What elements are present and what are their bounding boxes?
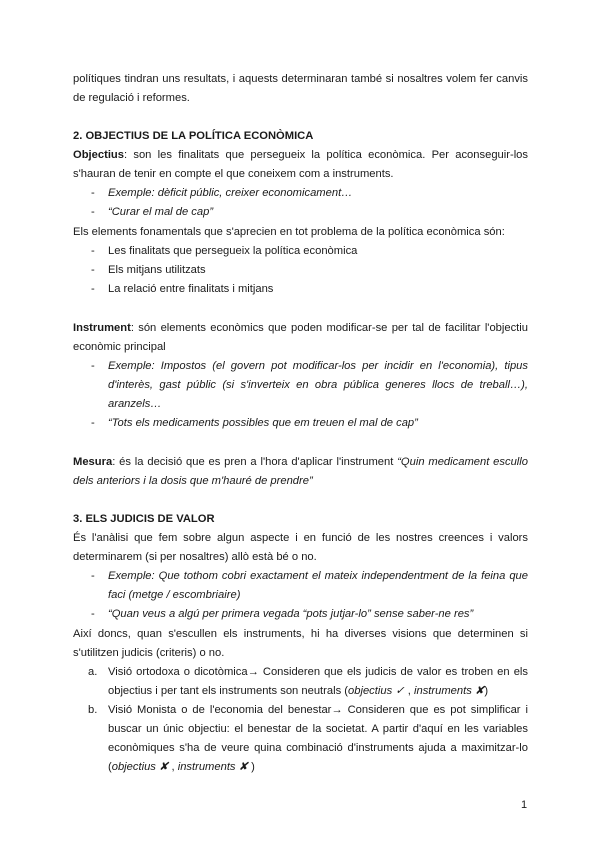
objectius-tag: objectius ✓ [348,685,405,697]
mesura-paragraph [73,453,528,491]
list-marker: b. [88,704,98,716]
section-2-heading: 2. OBJECTIUS DE LA POLÍTICA ECONÒMICA [73,130,314,142]
list-item: b. Visió Monista o de l'economia del benestar→ Consideren que es pot simplificar i buscar un únic objectiu: el benestar de la societat. A partir d'aquí en les variables econòmiques s'ha de veure quina combinació d'instruments ajuda a maximitzar-lo (objectius ✘ , instruments ✘ ) [73,701,528,777]
objectius-term: Objectius [73,149,124,161]
mesura-definition: : és la decisió que es pren a l'hora d'aplicar l'instrument [112,456,398,468]
list-item: - Exemple: Impostos (el govern pot modificar-los per incidir en l'economia), tipus d'interès, gast públic (si s'inverteix en obra pública generes llocs de treball…), aranzels… [73,357,528,414]
dash-marker: - [91,283,95,295]
list-item: - Exemple: Que tothom cobri exactament el mateix independentment de la feina que faci (metge / escombriaire) [73,567,528,605]
instrument-term: Instrument [73,322,131,334]
list-item: - “Curar el mal de cap” [73,203,528,222]
dash-marker: - [91,570,95,582]
visions-list [73,663,528,777]
judicis-examples [73,567,528,624]
instrument-definition: : són elements econòmics que poden modificar-se per tal de facilitar l'objectiu econòmic principal [73,322,528,353]
dash-marker: - [91,264,95,276]
objectius-examples [73,184,528,222]
dash-marker: - [91,187,95,199]
list-marker: a. [88,666,98,678]
judicis-intro: És l'anàlisi que fem sobre algun aspecte i en funció de les nostres creences i valors determinarem (si per nosaltres) allò està bé o no. [73,532,528,563]
dash-marker: - [91,206,95,218]
objectius-tag: objectius ✘ [111,761,169,773]
instruments-tag: instruments ✘ [177,761,249,773]
list-item: - “Quan veus a algú per primera vegada “pots jutjar-lo” sense saber-ne res” [73,605,528,624]
elements-list [73,242,528,299]
mesura-example: “Quin medicament escullo dels anteriors i la dosis que m'hauré de prendre” [73,456,528,487]
instrument-paragraph [73,319,528,357]
instruments-tag: instruments ✘ [414,685,485,697]
objectius-definition: : son les finalitats que persegueix la política econòmica. Per aconseguir-los s'hauran de tenir en compte el que coneixem com a instruments. [73,149,528,180]
list-item: - Exemple: dèficit públic, creixer economicament… [73,184,528,203]
dash-marker: - [91,360,95,372]
instrument-examples [73,357,528,433]
list-item: - Els mitjans utilitzats [73,261,528,280]
page-number: 1 [521,799,528,811]
elements-intro: Els elements fonamentals que s'aprecien en tot problema de la política econòmica són: [73,226,505,238]
intro-paragraph [73,70,528,108]
list-item: - “Tots els medicaments possibles que em treuen el mal de cap” [73,414,528,433]
list-item: a. Visió ortodoxa o dicotòmica→ Consideren que els judicis de valor es troben en els objectius i per tant els instruments son neutrals (objectius ✓ , instruments ✘) [73,663,528,701]
visions-intro: Així doncs, quan s'escullen els instruments, hi ha diverses visions que determinen si s'utilitzen judicis (criteris) o no. [73,628,528,659]
mesura-term: Mesura [73,456,113,468]
list-item: - Les finalitats que persegueix la política econòmica [73,242,528,261]
dash-marker: - [91,417,95,429]
dash-marker: - [91,608,95,620]
section-3-heading: 3. ELS JUDICIS DE VALOR [73,513,215,525]
dash-marker: - [91,245,95,257]
objectius-paragraph [73,146,528,184]
intro-text: polítiques tindran uns resultats, i aquests determinaran també si nosaltres volem fer canvis de regulació i reformes. [73,73,528,104]
list-item: - La relació entre finalitats i mitjans [73,280,528,299]
